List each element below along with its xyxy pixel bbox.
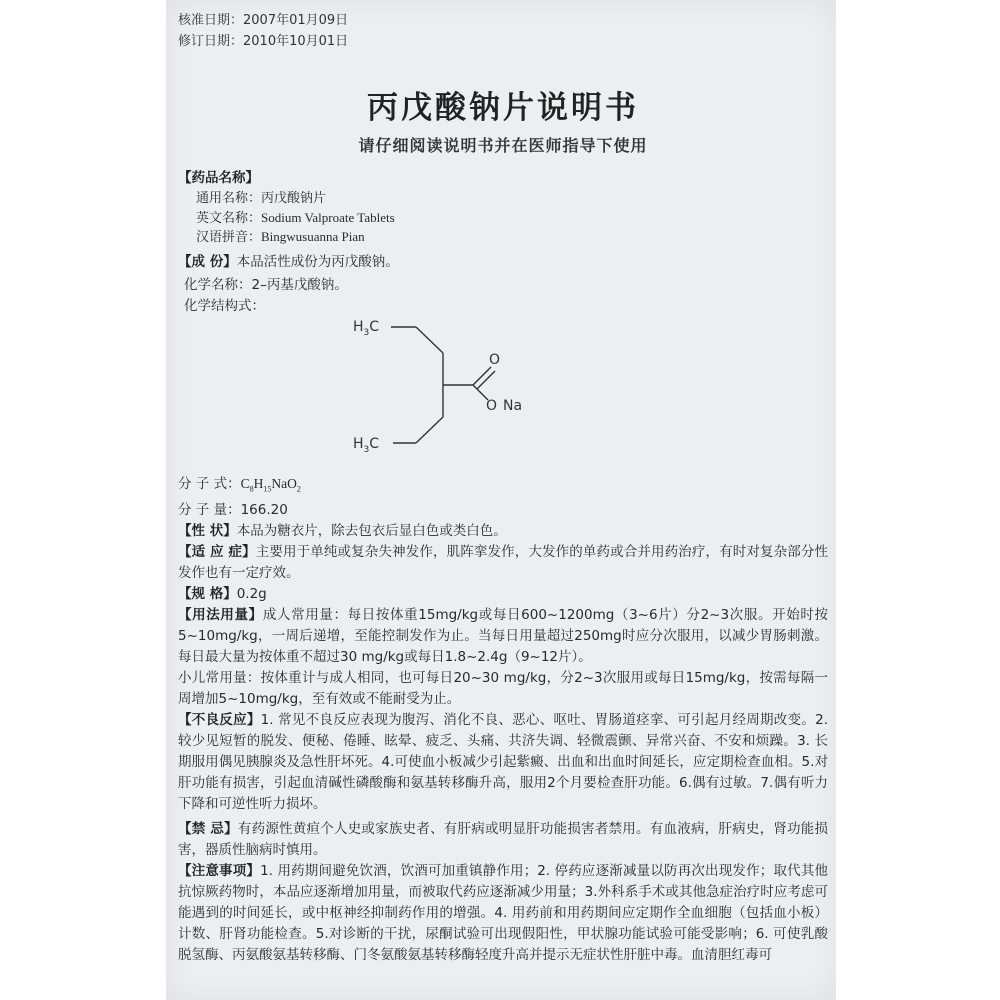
formula-c-sub: 8 bbox=[249, 484, 254, 494]
composition-label: 【成 份】 bbox=[178, 254, 237, 270]
adverse-text: 1. 常见不良反应表现为腹泻、消化不良、恶心、呕吐、胃肠道痉挛、可引起月经周期改变。2. 较少见短暂的脱发、便秘、倦睡、眩晕、疲乏、头痛、共济失调、轻微震颤、异常兴奋、不安和烦躁。3. 长期服用偶见胰腺炎及急性肝坏死。4.可使血小板减少引起紫癜、出血和出血时间延长，应定期检查血相。5.对肝功能有损害，引起血清碱性磷酸酶和氨基转移酶升高，服用2个月要检查肝功能。6.偶有过敏。7.偶有听力下降和可逆性听力损坏。 bbox=[178, 711, 828, 812]
formula-c: C bbox=[240, 476, 250, 491]
document-subtitle: 请仔细阅读说明书并在医师指导下使用 bbox=[358, 136, 648, 155]
weight-label: 分 子 量： bbox=[178, 501, 241, 518]
structure-label: 化学结构式： bbox=[184, 298, 265, 314]
leaflet-page bbox=[166, 0, 836, 1000]
ester-oxygen: O bbox=[486, 398, 498, 414]
contraindication-text: 有药源性黄疸个人史或家族史者、有肝病或明显肝功能损害者禁用。有血液病，肝病史，肾功能损害，器质性脑病时慎用。 bbox=[178, 820, 829, 858]
formula-h-sub: 15 bbox=[263, 484, 272, 494]
spec-text: 0.2g bbox=[236, 585, 267, 602]
h3c-top-h: H bbox=[353, 319, 364, 335]
spec-section bbox=[178, 584, 828, 605]
indication-label: 【适 应 症】 bbox=[178, 543, 256, 560]
chemical-structure bbox=[178, 317, 828, 465]
contraindication-section bbox=[178, 819, 828, 861]
drug-name-label: 【药品名称】 bbox=[178, 170, 259, 186]
indication-text: 主要用于单纯或复杂失神发作，肌阵挛发作，大发作的单药或合并用药治疗，有时对复杂部分性发作也有一定疗效。 bbox=[178, 543, 829, 581]
generic-name: 通用名称：丙戊酸钠片 bbox=[196, 191, 327, 206]
composition-section bbox=[178, 252, 828, 273]
adverse-label: 【不良反应】 bbox=[178, 711, 261, 728]
svg-text:H3C bbox=[353, 319, 379, 338]
dosage-child: 小儿常用量：按体重计与成人相同，也可每日20~30 mg/kg，分2~3次服用或每日15mg/kg，按需每隔一周增加5~10mg/kg，至有效或不能耐受为止。 bbox=[178, 669, 828, 707]
dosage-adult: 成人常用量：每日按体重15mg/kg或每日600~1200mg（3~6片）分2~3次服。开始时按5~10mg/kg，一周后递增，至能控制发作为止。当每日用量超过250mg时应分次服用，以减少胃肠刺激。每日最大量为按体重不超过30 mg/kg或每日1.8~2.4g（9~12片）。 bbox=[178, 606, 829, 665]
weight-value: 166.20 bbox=[240, 501, 288, 518]
formula-h: H bbox=[253, 476, 264, 491]
precautions-label: 【注意事项】 bbox=[178, 862, 261, 879]
h3c-top-sub: 3 bbox=[363, 328, 370, 338]
approval-date: 核准日期：2007年01月09日 bbox=[178, 13, 349, 28]
formula-label: 分 子 式： bbox=[178, 476, 241, 492]
indication-section bbox=[178, 542, 828, 584]
adverse-section bbox=[178, 710, 828, 815]
appearance-text: 本品为糖衣片，除去包衣后显白色或类白色。 bbox=[236, 522, 507, 539]
h3c-bottom-sub: 3 bbox=[363, 445, 370, 455]
contraindication-label: 【禁 忌】 bbox=[178, 820, 238, 837]
revision-date: 修订日期：2010年10月01日 bbox=[178, 34, 349, 49]
document-title: 丙戊酸钠片说明书 bbox=[367, 90, 639, 126]
appearance-label: 【性 状】 bbox=[178, 522, 237, 539]
sodium-label: Na bbox=[503, 398, 523, 414]
english-name: 英文名称：Sodium Valproate Tablets bbox=[196, 210, 395, 225]
formula-rest: NaO bbox=[271, 476, 297, 491]
appearance-section bbox=[178, 521, 828, 542]
valproate-structure-diagram bbox=[353, 317, 573, 462]
molecular-weight bbox=[178, 500, 828, 521]
h3c-top-c: C bbox=[369, 319, 380, 335]
drug-name-section bbox=[178, 168, 828, 246]
precautions-section bbox=[178, 861, 828, 966]
chemical-name: 化学名称：2–丙基戊酸钠。 bbox=[184, 277, 348, 293]
spec-label: 【规 格】 bbox=[178, 585, 237, 602]
h3c-bottom-h: H bbox=[353, 436, 364, 452]
carbonyl-oxygen: O bbox=[489, 352, 501, 368]
precautions-text: 1. 用药期间避免饮酒，饮酒可加重镇静作用；2. 停药应逐渐减量以防再次出现发作；取代其他抗惊厥药物时，本品应逐渐增加用量，而被取代药应逐渐减少用量；3.外科系手术或其他急症治疗时应考虑可能遇到的时间延长，或中枢神经抑制药作用的增强。4. 用药前和用药期间应定期作全血细胞（包括血小板）计数、肝肾功能检查。5.对诊断的干扰，尿酮试验可出现假阳性，甲状腺功能试验可能受影响；6. 可使乳酸脱氢酶、丙氨酸氨基转移酶、门冬氨酸氨基转移酶轻度升高并提示无症状性肝脏中毒。血清胆红毒可 bbox=[178, 862, 829, 963]
h3c-bottom-c: C bbox=[369, 436, 380, 452]
dosage-section bbox=[178, 605, 828, 668]
dosage-label: 【用法用量】 bbox=[178, 606, 263, 623]
pinyin-name: 汉语拼音：Bingwusuanna Pian bbox=[196, 229, 365, 244]
molecular-formula bbox=[178, 473, 828, 500]
composition-text: 本品活性成份为丙戊酸钠。 bbox=[236, 254, 399, 270]
svg-text:ONa bbox=[486, 398, 522, 414]
formula-o-sub: 2 bbox=[296, 484, 301, 494]
svg-text:H3C bbox=[353, 436, 379, 455]
leaflet-content bbox=[178, 10, 828, 966]
